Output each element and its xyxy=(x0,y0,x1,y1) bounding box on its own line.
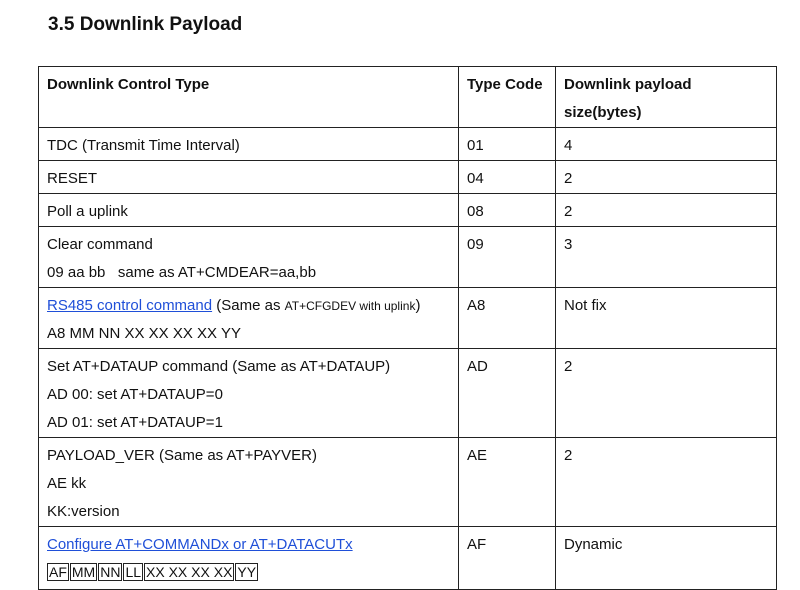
type-code-cell: AD xyxy=(459,349,556,438)
table-row xyxy=(39,227,777,288)
payload-size-cell: 2 xyxy=(556,161,777,194)
payload-field-box: AF xyxy=(49,564,67,580)
control-type-detail: AD 01: set AT+DATAUP=1 xyxy=(47,414,223,431)
table-row xyxy=(39,161,777,194)
header-control-type: Downlink Control Type xyxy=(39,67,459,128)
header-type-code: Type Code xyxy=(459,67,556,128)
type-code-cell: 01 xyxy=(459,128,556,161)
table-row xyxy=(39,349,777,438)
payload-field-box: MM xyxy=(71,564,96,580)
rs485-control-command-link[interactable]: RS485 control command xyxy=(47,297,213,314)
configure-command-link[interactable]: Configure AT+COMMANDx or AT+DATACUTx xyxy=(47,536,353,553)
header-payload-size: Downlink payload size(bytes) xyxy=(556,67,777,128)
control-type-text: TDC (Transmit Time Interval) xyxy=(47,137,240,154)
table-row xyxy=(39,288,777,349)
payload-size-cell: 2 xyxy=(556,194,777,227)
payload-size-cell: Dynamic xyxy=(556,527,777,590)
type-code-cell: AE xyxy=(459,438,556,527)
payload-field-box: XX XX XX XX xyxy=(146,564,233,580)
control-type-detail: KK:version xyxy=(47,503,120,520)
table-row xyxy=(39,194,777,227)
type-code-cell: A8 xyxy=(459,288,556,349)
payload-size-cell: 3 xyxy=(556,227,777,288)
control-type-cell xyxy=(39,194,459,227)
control-type-cell xyxy=(39,438,459,527)
payload-size-cell: 2 xyxy=(556,349,777,438)
type-code-cell: 08 xyxy=(459,194,556,227)
control-type-detail: AD 00: set AT+DATAUP=0 xyxy=(47,386,223,403)
control-type-note-end: ) xyxy=(415,297,421,314)
downlink-payload-table xyxy=(38,66,777,590)
type-code-cell: 09 xyxy=(459,227,556,288)
control-type-detail: AE kk xyxy=(47,475,87,492)
control-type-text: Poll a uplink xyxy=(47,203,128,220)
control-type-text: PAYLOAD_VER (Same as AT+PAYVER) xyxy=(47,447,317,464)
section-heading: 3.5 Downlink Payload xyxy=(48,14,243,35)
table-row xyxy=(39,438,777,527)
control-type-text: Clear command xyxy=(47,236,153,253)
type-code-cell: AF xyxy=(459,527,556,590)
payload-size-cell: 4 xyxy=(556,128,777,161)
table-row xyxy=(39,128,777,161)
control-type-cell xyxy=(39,227,459,288)
control-type-cell xyxy=(39,288,459,349)
control-type-note: (Same as xyxy=(212,297,285,314)
control-type-detail: A8 MM NN XX XX XX XX YY xyxy=(47,325,241,342)
control-type-note-small: AT+CFGDEV with uplink xyxy=(284,299,416,313)
control-type-text: RESET xyxy=(47,170,98,187)
control-type-cell xyxy=(39,161,459,194)
payload-size-cell: Not fix xyxy=(556,288,777,349)
control-type-line xyxy=(47,531,450,559)
control-type-cell xyxy=(39,527,459,590)
control-type-text: Set AT+DATAUP command (Same as AT+DATAUP) xyxy=(47,358,391,375)
control-type-line xyxy=(47,292,450,320)
payload-field-box: LL xyxy=(125,564,142,580)
table-row xyxy=(39,527,777,590)
control-type-cell xyxy=(39,128,459,161)
payload-field-box: YY xyxy=(237,564,257,580)
table-header-row xyxy=(39,67,777,128)
control-type-cell xyxy=(39,349,459,438)
type-code-cell: 04 xyxy=(459,161,556,194)
control-type-detail: 09 aa bb same as AT+CMDEAR=aa,bb xyxy=(47,264,317,281)
payload-size-cell: 2 xyxy=(556,438,777,527)
payload-field-box: NN xyxy=(100,564,121,580)
